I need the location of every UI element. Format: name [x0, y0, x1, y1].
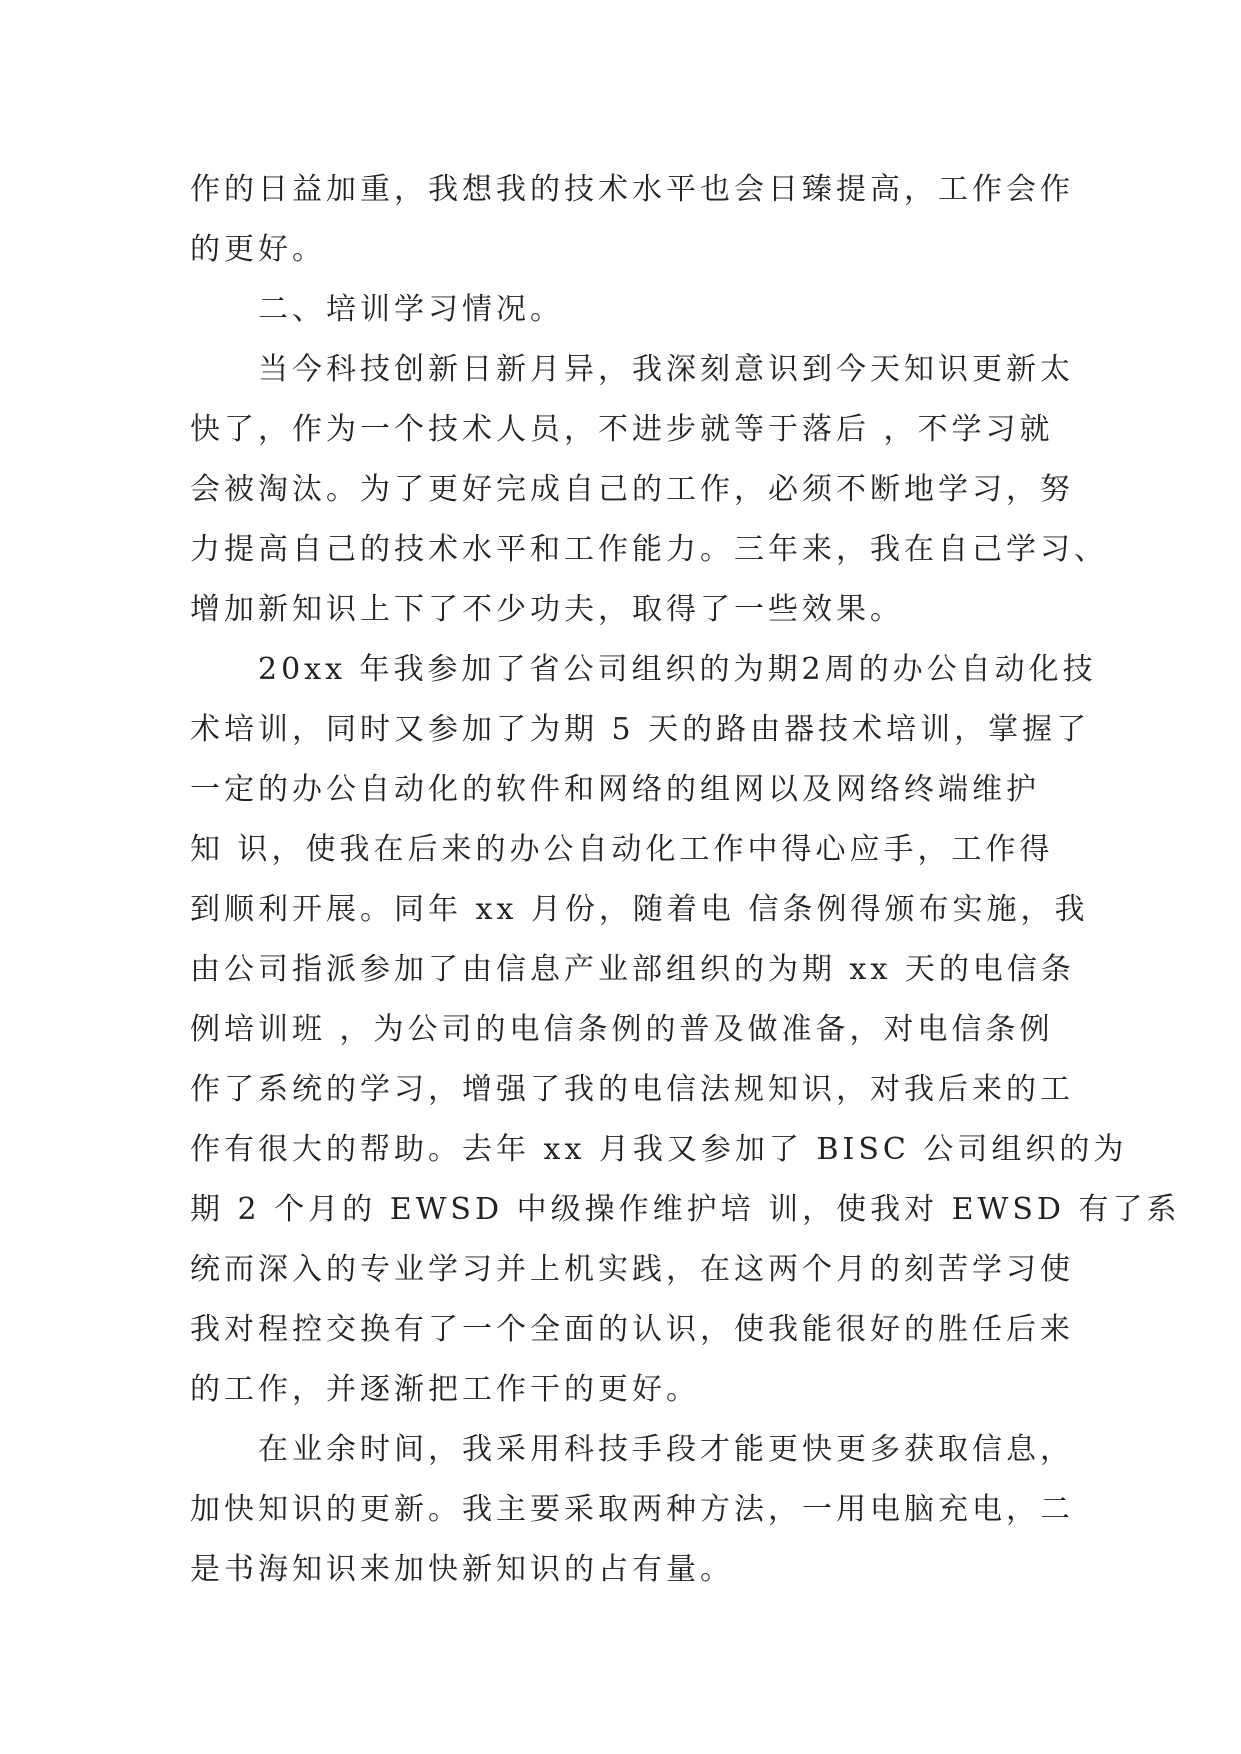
text-line: 例培训班 ，为公司的电信条例的普及做准备，对电信条例 — [190, 1012, 1054, 1047]
text-line: 快了，作为一个技术人员，不进步就等于落后 ，不学习就 — [190, 412, 1054, 447]
text-line: 的更好。 — [190, 232, 326, 267]
paragraph-start: 当今科技创新日新月异，我深刻意识到今天知识更新太 — [258, 352, 1074, 387]
text-line: 增加新知识上下了不少功夫，取得了一些效果。 — [190, 592, 904, 627]
text-line: 我对程控交换有了一个全面的认识，使我能很好的胜任后来 — [190, 1312, 1074, 1347]
text-line: 作的日益加重，我想我的技术水平也会日臻提高，工作会作 — [190, 172, 1074, 207]
text-line: 由公司指派参加了由信息产业部组织的为期 xx 天的电信条 — [190, 952, 1075, 987]
section-heading: 二、培训学习情况。 — [258, 292, 564, 327]
text-line: 一定的办公自动化的软件和网络的组网以及网络终端维护 — [190, 772, 1040, 807]
text-line: 统而深入的专业学习并上机实践，在这两个月的刻苦学习使 — [190, 1252, 1074, 1287]
text-line: 术培训，同时又参加了为期 5 天的路由器技术培训，掌握了 — [190, 712, 1091, 747]
text-line: 作了系统的学习，增强了我的电信法规知识，对我后来的工 — [190, 1072, 1074, 1107]
text-line: 期 2 个月的 EWSD 中级操作维护培 训，使我对 EWSD 有了系 — [190, 1192, 1181, 1227]
text-line: 的工作，并逐渐把工作干的更好。 — [190, 1372, 700, 1407]
text-line: 力提高自己的技术水平和工作能力。三年来，我在自己学习、 — [190, 532, 1108, 567]
text-line: 是书海知识来加快新知识的占有量。 — [190, 1552, 734, 1587]
text-line: 知 识，使我在后来的办公自动化工作中得心应手，工作得 — [190, 832, 1054, 867]
text-line: 加快知识的更新。我主要采取两种方法，一用电脑充电，二 — [190, 1492, 1074, 1527]
text-line: 作有很大的帮助。去年 xx 月我又参加了 BISC 公司组织的为 — [190, 1132, 1128, 1167]
text-line: 到顺利开展。同年 xx 月份，随着电 信条例得颁布实施，我 — [190, 892, 1089, 927]
text-line: 会被淘汰。为了更好完成自己的工作，必须不断地学习，努 — [190, 472, 1074, 507]
paragraph-start: 20xx 年我参加了省公司组织的为期2周的办公自动化技 — [258, 652, 1097, 687]
paragraph-start: 在业余时间，我采用科技手段才能更快更多获取信息， — [258, 1432, 1074, 1467]
document-body — [190, 160, 1181, 1600]
